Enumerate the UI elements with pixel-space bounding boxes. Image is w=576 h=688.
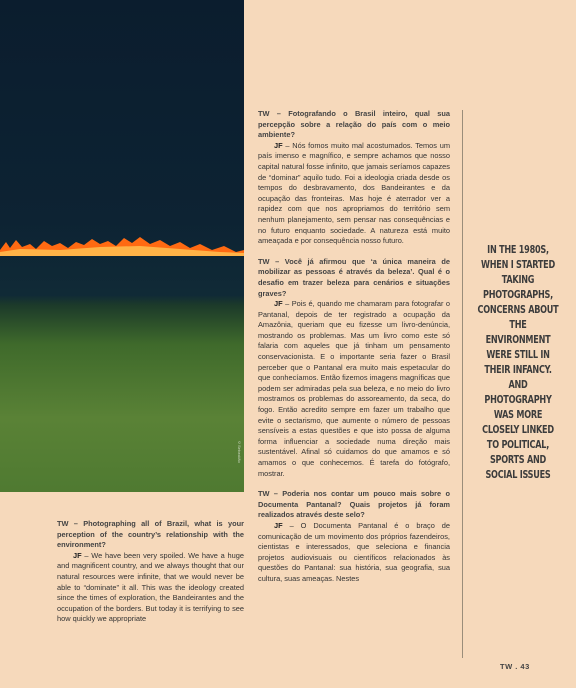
speaker: JF [274, 520, 283, 530]
english-interview-column [57, 519, 244, 625]
speaker: JF [73, 550, 82, 560]
wildfire-photo [0, 0, 244, 492]
column-divider [462, 110, 463, 658]
answer-1-english: JF – We have been very spoiled. We have a huge and magnificent country, and we always thought that our natural resources were infinite, that we would never be able to “dominate” it all. This was the ideology created since the times of exploration, the Bandeirantes and the occupation of the borders. But today it is terrifying to see how quickly we appropriate [57, 550, 244, 624]
question-1: TW – Fotografando o Brasil inteiro, qual sua percepção sobre a relação do país com o meio ambiente? [258, 109, 450, 140]
answer-3: JF – O Documenta Pantanal é o braço de comunicação de um movimento dos próprios fazendeiros, cientistas e interessados, que seleciona e financia projetos audiovisuais ou científicos relacionados às questões do Pantanal: sua história, sua geografia, sua cultura, suas ameaças. Nestes [258, 520, 450, 583]
page-number: TW . 43 [500, 662, 530, 671]
answer-2: JF – Pois é, quando me chamaram para fotografar o Pantanal, depois de ter registrado a ocupação da Amazônia, queriam que eu fizesse um livro-denúncia, mostrando os problemas. Mas um livro como este só falaria com aqueles que já tinham um pensamento conservacionista. E o importante seria fazer o Brasil perceber que o Pantanal era muito mais espetacular do que conhecíamos. Então fizemos imagens magníficas que podem ser admiradas pela sua beleza, e no meio do livro mostramos os problemas do assoreamento, da seca, do fogo. Então acredito sempre em fazer um trabalho que evite o sectarismo, que aumente o número de pessoas sensíveis a estas questões e que isto possa de alguma forma influenciar a sociedade numa direção mais sustentável. Afinal só cuidamos do que amamos e só amamos o que conhecemos. É tarefa do fotógrafo, mostrar. [258, 299, 450, 478]
speaker: JF [274, 299, 283, 309]
photo-credit: ©Sebastião [237, 440, 242, 463]
answer-1: JF – Nós fomos muito mal acostumados. Temos um país imenso e magnífico, e sempre achamos que nosso capital natural fosse infinito, que jamais seríamos capazes de “dominar” aquilo tudo. Foi a ideologia criada desde os tempos do desbravamento, dos Bandeirantes e da ocupação das fronteiras. Mas hoje é aterrador ver a rapidez com que nos apropriamos do território sem nenhum planejamento, sem pensar nas consequências e no futuro enquanto sociedade. A natureza está muito ameaçada e por consequência nosso futuro. [258, 140, 450, 246]
question-2: TW – Você já afirmou que ‘a única maneira de mobilizar as pessoas é através da beleza’. Qual é o desafio em trazer beleza para cenários e situações graves? [258, 256, 450, 298]
speaker: JF [274, 140, 283, 150]
question-3: TW – Poderia nos contar um pouco mais sobre o Documenta Pantanal? Quais projetos já foram realizados através deste selo? [258, 489, 450, 520]
portuguese-interview-column [258, 109, 450, 585]
question-1-english: TW – Photographing all of Brazil, what is your perception of the country’s relationship with the environment? [57, 519, 244, 550]
pull-quote: IN THE 1980S, WHEN I STARTED TAKING PHOTOGRAPHS, CONCERNS ABOUT THE ENVIRONMENT WERE STILL IN THEIR INFANCY. AND PHOTOGRAPHY WAS MORE CLOSELY LINKED TO POLITICAL, SPORTS AND SOCIAL ISSUES [477, 243, 559, 481]
fire-line-graphic [0, 232, 244, 260]
